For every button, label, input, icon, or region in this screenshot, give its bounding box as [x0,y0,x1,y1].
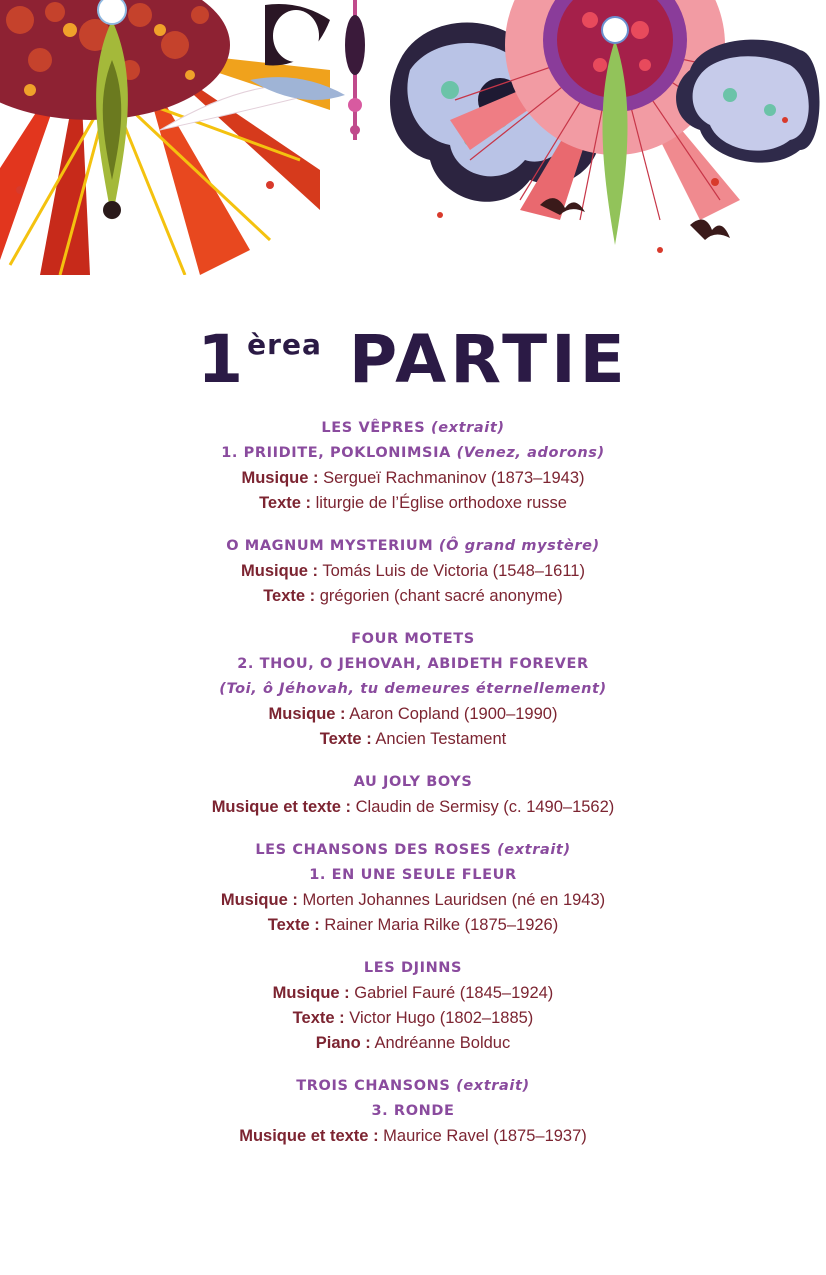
movement-title [0,1099,826,1124]
credit-value: Gabriel Fauré (1845–1924) [354,984,554,1002]
credit-value: Morten Johannes Lauridsen (né en 1943) [302,891,606,909]
credit-value: grégorien (chant sacré anonyme) [319,587,563,605]
movement-name: 1. PRIIDITE, POKLONIMSIA [221,445,451,461]
far-right-cloud [676,40,819,163]
credit-label: Texte : [267,916,320,934]
decorative-banner-illustration [0,0,826,275]
credit-line [0,702,826,727]
credit-label: Texte : [259,494,312,512]
work-note: (Ô grand mystère) [438,538,600,554]
work-name: LES DJINNS [363,960,463,976]
credit-label: Musique : [241,562,319,580]
credit-line [0,1031,826,1056]
credit-label: Musique et texte : [211,798,352,816]
credit-label: Piano : [315,1034,371,1052]
credit-line [0,491,826,516]
movement-name: 2. THOU, O JEHOVAH, ABIDETH FOREVER [237,656,589,672]
title-number: 1 [197,321,248,398]
credit-label: Musique : [268,705,346,723]
program-piece [0,838,826,938]
page-title [0,300,826,405]
credit-label: Musique : [272,984,350,1002]
credit-label: Texte : [319,730,372,748]
work-name: TROIS CHANSONS [296,1078,451,1094]
work-note: (extrait) [456,1078,530,1094]
program-piece [0,627,826,752]
work-note: (extrait) [430,420,505,436]
credit-line [0,913,826,938]
title-superscript: èrea [247,328,322,361]
work-title [0,627,826,652]
movement-title [0,652,826,677]
credit-value: Sergueï Rachmaninov (1873–1943) [323,469,585,487]
credit-line [0,466,826,491]
work-name: LES CHANSONS DES ROSES [255,842,492,858]
work-note: (extrait) [497,842,571,858]
credit-line [0,1124,826,1149]
work-name: LES VÊPRES [321,420,426,436]
credit-value: Tomás Luis de Victoria (1548–1611) [322,562,585,580]
credit-line [0,888,826,913]
program-piece [0,416,826,516]
credit-value: Rainer Maria Rilke (1875–1926) [324,916,559,934]
credit-label: Musique : [220,891,298,909]
credit-line [0,559,826,584]
credit-label: Musique : [241,469,319,487]
movement-name: 1. EN UNE SEULE FLEUR [309,867,517,883]
credit-line [0,584,826,609]
translation-line [0,677,826,702]
work-title [0,956,826,981]
credit-value: Aaron Copland (1900–1990) [349,705,558,723]
credit-value: Victor Hugo (1802–1885) [349,1009,534,1027]
movement-name: 3. RONDE [371,1103,455,1119]
credit-value: Maurice Ravel (1875–1937) [383,1127,587,1145]
credit-value: liturgie de l’Église orthodoxe russe [315,494,567,512]
work-title [0,1074,826,1099]
credit-label: Texte : [292,1009,345,1027]
credit-label: Musique et texte : [239,1127,379,1145]
work-name: FOUR MOTETS [351,631,475,647]
movement-note: (Venez, adorons) [456,445,605,461]
credit-line [0,1006,826,1031]
work-title [0,838,826,863]
credit-label: Texte : [263,587,316,605]
program-list [0,416,826,1167]
credit-value: Andréanne Bolduc [374,1034,511,1052]
movement-title [0,441,826,466]
work-title [0,770,826,795]
work-title [0,534,826,559]
movement-title [0,863,826,888]
work-title [0,416,826,441]
center-dangling-ornament [345,0,365,140]
credit-value: Ancien Testament [375,730,507,748]
credit-line [0,795,826,820]
credit-line [0,981,826,1006]
title-word: PARTIE [348,321,629,398]
program-piece [0,534,826,609]
credit-line [0,727,826,752]
program-piece [0,770,826,820]
program-piece [0,956,826,1056]
work-name: O MAGNUM MYSTERIUM [226,538,434,554]
work-name: AU JOLY BOYS [353,774,473,790]
program-piece [0,1074,826,1149]
translation-text: (Toi, ô Jéhovah, tu demeures éternellement) [219,681,607,697]
credit-value: Claudin de Sermisy (c. 1490–1562) [355,798,615,816]
